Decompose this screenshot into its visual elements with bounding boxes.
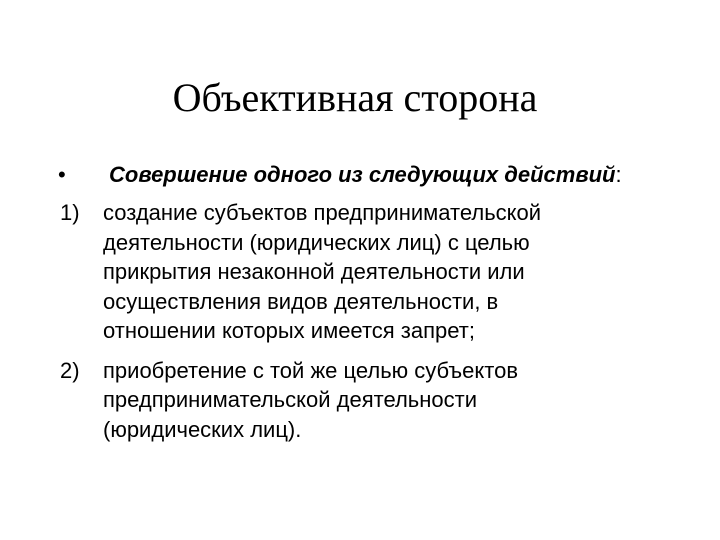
list-item-line: деятельности (юридических лиц) с целью	[103, 229, 530, 255]
list-item-line: прикрытия незаконной деятельности или	[103, 259, 525, 284]
list-item-line: осуществления видов деятельности, в	[103, 288, 499, 314]
bullet-marker: •	[58, 162, 66, 187]
list-item-line: предпринимательской деятельности	[103, 387, 477, 412]
bullet-item	[0, 158, 720, 198]
list-item-line: создание субъектов предпринимательской	[103, 200, 542, 225]
slide-body	[0, 158, 720, 454]
list-item-line: отношении которых имеется запрет;	[103, 318, 475, 343]
bullet-suffix: :	[615, 162, 622, 187]
list-item-2	[0, 356, 720, 445]
bullet-text	[109, 162, 622, 188]
list-item-line: приобретение с той же целью субъектов	[103, 357, 519, 383]
list-item-1	[0, 198, 720, 346]
list-item-text	[103, 356, 663, 445]
list-item-text	[103, 198, 663, 346]
bullet-emphasis: Совершение одного из следующих действий	[109, 162, 616, 187]
list-item-number: 1)	[60, 200, 80, 225]
slide-title: Объективная сторона	[172, 75, 538, 120]
list-item-line: (юридических лиц).	[103, 416, 302, 442]
list-item-number: 2)	[60, 357, 80, 383]
